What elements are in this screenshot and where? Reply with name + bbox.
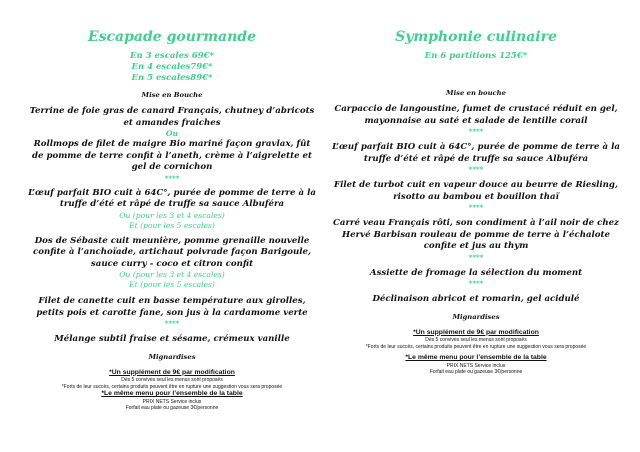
rupture-note: *Forts de leur succès, certains produits peuvent être en rupture une suggestion vous sera proposée bbox=[61, 383, 283, 390]
prix-nets-note: PRIX NETS Service inclus bbox=[446, 362, 506, 369]
separator-stars: **** bbox=[468, 165, 484, 174]
price-6-partitions: En 6 partitions 125€* bbox=[424, 51, 528, 61]
condition-5-escales: Et (pour les 5 escales) bbox=[129, 220, 215, 230]
price-4-escales: En 4 escales79€* bbox=[131, 62, 213, 72]
mignardises: Mignardises bbox=[452, 312, 500, 321]
dish-oeuf-parfait: L’œuf parfait BIO cuit à 64C°, purée de pomme de terre à la truffe d’été et râpé de truffe sa sauce Albuféra bbox=[28, 187, 316, 209]
convives-note: Dès 5 convives seul les menus sont proposés bbox=[425, 337, 527, 343]
dish-carre-veau: Carré veau Français rôti, son condiment à l’ail noir de chez Hervé Barbisan rouleau de pomme de terre à l’échalote confite et jus au thym bbox=[333, 218, 619, 251]
eau-note: Forfait eau plate ou gazeuse 3€/personne bbox=[429, 369, 523, 375]
supplement-note: *Un supplément de 9€ par modification bbox=[413, 328, 539, 336]
separator-stars: **** bbox=[468, 279, 484, 288]
price-5-escales: En 5 escales89€* bbox=[131, 73, 213, 83]
price-3-escales: En 3 escales 69€* bbox=[130, 51, 214, 61]
convives-note: Dès 5 convives seul les menus sont proposés bbox=[121, 377, 223, 383]
dish-sebaste: Dos de Sébaste cuit meunière, pomme grenaille nouvelle confite à l’anchoïade, artichaut poivrade façon Barigoule, sauce curry - coco et citron confit bbox=[33, 235, 311, 269]
price-list bbox=[28, 51, 316, 84]
dish-turbot: Filet de turbot cuit en vapeur douce au beurre de Riesling, risotto au bambou et bouillon thaï bbox=[334, 180, 618, 202]
condition-5-escales: Et (pour les 5 escales) bbox=[129, 280, 215, 289]
same-menu-note: *Le même menu pour l’ensemble de la table bbox=[101, 390, 243, 397]
dish-dessert: Mélange subtil fraise et sésame, crémeux vanille bbox=[54, 334, 290, 344]
menu-escapade-gourmande bbox=[28, 0, 316, 412]
dish-abricot: Déclinaison abricot et romarin, gel acidulé bbox=[372, 294, 580, 304]
menu-title: Symphonie culinaire bbox=[395, 29, 557, 45]
mise-en-bouche: Mise en bouche bbox=[446, 89, 506, 97]
rupture-note: *Forts de leur succès, certains produits peuvent être en rupture une suggestion vous sera proposée bbox=[365, 343, 587, 350]
supplement-note: *Un supplément de 9€ par modification bbox=[109, 368, 235, 376]
separator-ou: Ou bbox=[165, 129, 179, 138]
dish-rollmops: Rollmops de filet de maigre Bio mariné façon gravlax, fût de pomme de terre confit à l’aneth, crème à l’aigrelette et gel de cornichon bbox=[31, 139, 312, 172]
separator-stars: **** bbox=[164, 319, 180, 328]
separator-stars: **** bbox=[164, 173, 180, 183]
dish-carpaccio: Carpaccio de langoustine, fumet de crustacé réduit en gel, mayonnaise au saté et salade de lentille corail bbox=[334, 104, 618, 126]
menu-symphonie-culinaire bbox=[328, 0, 624, 376]
dish-canette: Filet de canette cuit en basse température aux girolles, petits pois et carotte fane, son jus à la cardamome verte bbox=[36, 296, 308, 318]
separator-stars: **** bbox=[468, 127, 484, 136]
condition-3-4-escales: Ou (pour les 3 et 4 escales) bbox=[119, 270, 225, 279]
eau-note: Forfait eau plate ou gazeuse 3€/personne bbox=[125, 405, 219, 411]
separator-stars: **** bbox=[468, 252, 484, 262]
dish-oeuf-parfait: L’œuf parfait BIO cuit à 64C°, purée de pomme de terre à la truffe d’été et râpé de truffe sa sauce Albuféra bbox=[332, 142, 620, 164]
separator-stars: **** bbox=[468, 203, 484, 212]
same-menu-note: *Le même menu pour l’ensemble de la table bbox=[405, 354, 547, 361]
menu-title: Escapade gourmande bbox=[87, 29, 257, 45]
prix-nets-note: PRIX NETS Service inclus bbox=[142, 398, 202, 405]
mise-en-bouche: Mise en Bouche bbox=[141, 91, 203, 99]
dish-fromage: Assiette de fromage la sélection du moment bbox=[369, 267, 583, 278]
mignardises: Mignardises bbox=[148, 352, 196, 361]
dish-terrine: Terrine de foie gras de canard Français, chutney d’abricots et amandes fraiches bbox=[29, 106, 315, 128]
condition-3-4-escales: Ou (pour les 3 et 4 escales) bbox=[119, 210, 225, 220]
